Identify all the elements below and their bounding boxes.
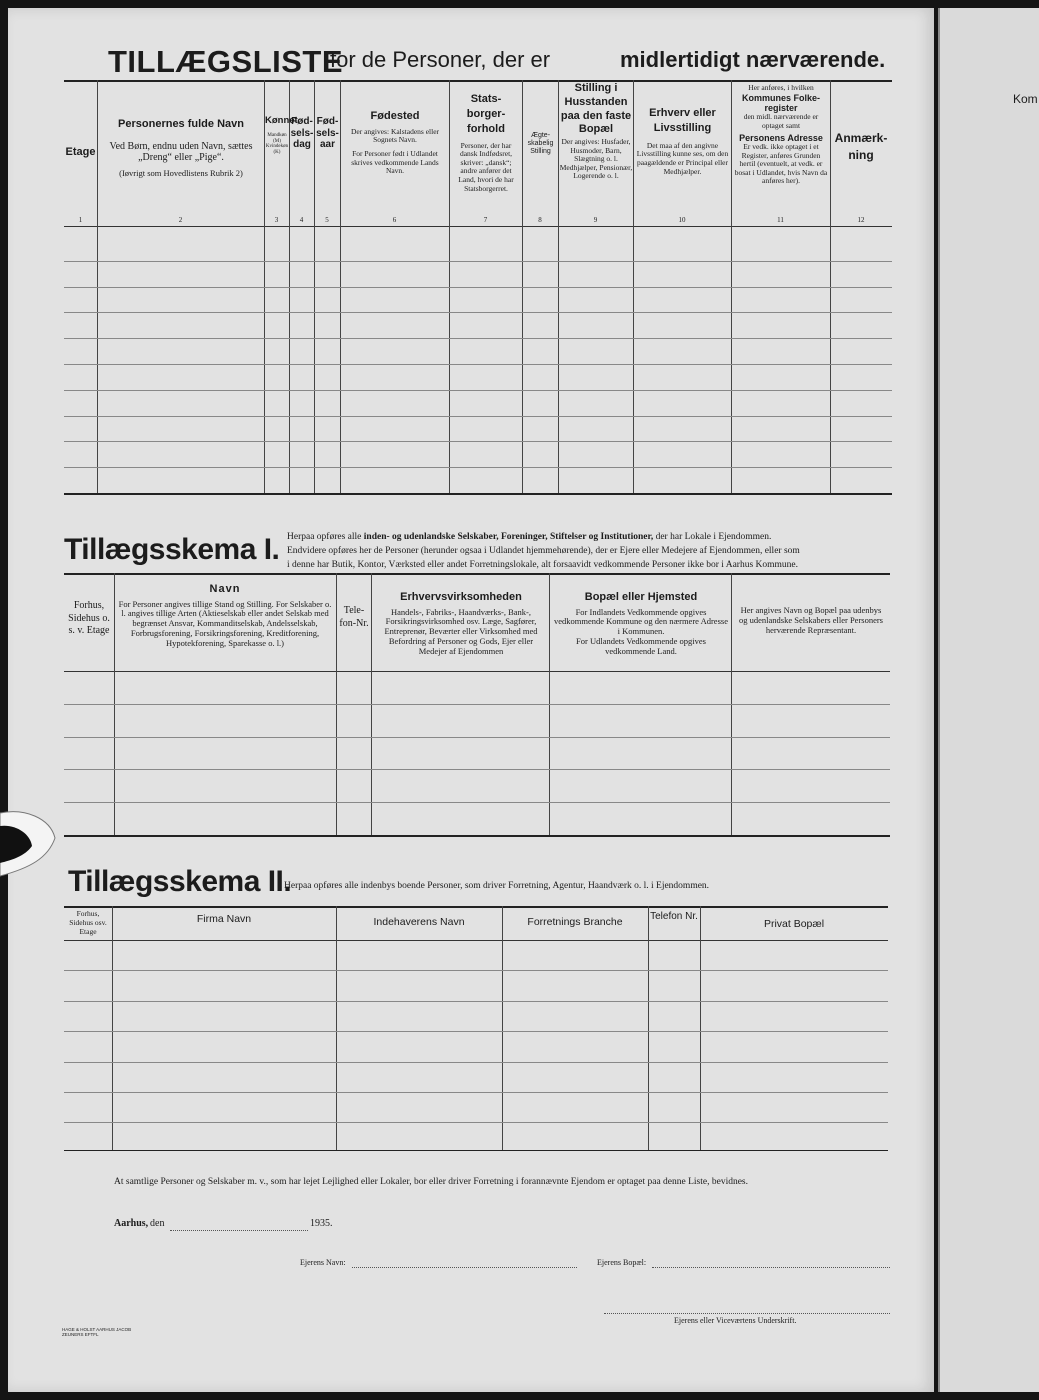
col-sex-note: Mandkøn (M) Kvindekøn (K) [265, 132, 289, 156]
s1-col-phone: Tele-fon-Nr. [339, 605, 369, 629]
declaration: At samtlige Personer og Selskaber m. v., som har lejet Lejlighed eller Lokaler, bor eller driver Forretning i forannævnte Ejendom er optaget paa denne Liste, bevidnes. [114, 1177, 748, 1187]
col-household-note: Der angives: Husfader, Husmoder, Barn, Slægtning o. l. Medhjælper, Pensionær, Logerende o. l. [559, 136, 633, 181]
col-register-header: Kommunes Folke-register [741, 92, 820, 113]
s2-col-phone: Telefon Nr. [650, 911, 698, 922]
col-name-header: Personernes fulde Navn [118, 118, 244, 130]
col-number: 9 [593, 216, 598, 224]
s1-col-residence-note2: For Udlandets Vedkommende opgives vedkommende Land. [576, 635, 706, 656]
s2-col-firm: Firma Navn [196, 913, 252, 925]
col-birthplace-note: Der angives: Kalstadens eller Sognets Navn. [350, 126, 440, 145]
skema1-intro-b: inden- og udenlandske Selskaber, Foreninger, Stiftelser og Institutioner, [363, 532, 654, 542]
main-title: TILLÆGSLISTE [108, 44, 344, 79]
col-register-note: den midl. nærværende er optaget samt [743, 112, 819, 130]
col-name-note2: (Iøvrigt som Hovedlistens Rubrik 2) [119, 167, 243, 178]
col-number: 12 [857, 216, 865, 224]
skema1-intro-line3: i denne har Butik, Kontor, Værksted eller andet Forretningslokale, alt forsaavidt vedkommende Personer ikke bor i Aarhus Kommune. [287, 559, 799, 570]
s1-col-name-note: For Personer angives tillige Stand og Stilling. For Selskaber o. l. angives tillige Arten (Aktieselskab eller andet Selskab med begrænset Ansvar, Kommanditselskab, Andelsselskab, Forbrugsforening, Forsikringsforening, Kreditforening, Hypotekforening, Sparekasse o. l.) [118, 598, 332, 648]
skema1-intro [287, 531, 887, 572]
skema1-intro-c: der har Lokale i Ejendommen. [655, 532, 772, 542]
col-etage-header: Etage [65, 146, 96, 158]
year: 1935. [310, 1218, 333, 1229]
col-citizenship-note: Personer, der har dansk Indfødsret, skriver: „dansk“; andre anfører det Land, hvori de har Statsborgerret. [458, 140, 514, 193]
col-occupation-header: Erhverv eller Livsstilling [649, 107, 716, 134]
s1-col-representative: Her angives Navn og Bopæl paa udenbys og udenlandske Selskabers eller Personers herværende Repræsentant. [739, 605, 883, 635]
s1-col-residence-note: For Indlandets Vedkommende opgives vedkommende Kommune og den nærmere Adresse i Kommunen. [554, 606, 728, 637]
s1-col-etage: Forhus, Sidehus o. s. v. Etage [68, 600, 110, 636]
col-household-header2: Bopæl [578, 123, 614, 136]
col-number: 6 [392, 216, 397, 224]
col-number: 11 [777, 216, 784, 224]
s1-col-business-note: Handels-, Fabriks-, Haandværks-, Bank-, Forsikringsvirksomhed osv. Læge, Sagfører, Entreprenør, Beværter eller Virksomhed med Befordring af Personer og Gods, Ejer eller Medejer af Ejendommen [384, 606, 538, 656]
printer-mark: HAGE & HOLST AARHUS JACOB ZEUNERS EFTFL [62, 1327, 132, 1338]
owner-address-label: Ejerens Bopæl: [597, 1258, 647, 1267]
col-sex-header: Kønnet [265, 115, 298, 126]
paper-clip-icon [0, 808, 70, 878]
col-household-header: Stilling i Husstanden paa den faste [560, 82, 632, 122]
signature-label: Ejerens eller Viceværtens Underskrift. [674, 1316, 797, 1325]
skema2-intro: Herpaa opføres alle indenbys boende Personer, som driver Forretning, Agentur, Haandværk o. l. i Ejendommen. [284, 881, 710, 891]
col-number: 3 [274, 216, 279, 224]
col-birthday-header: Fød-sels-dag [290, 116, 314, 150]
col-marital-header: Ægte-skabelig Stilling [527, 132, 554, 156]
skema1-intro-line2: Endvidere opføres her de Personer (herunder ogsaa i Udlandet hjemmehørende), der er Ejere eller Medejere af Ejendommen, eller som [287, 545, 800, 556]
col-number: 8 [538, 216, 542, 224]
col-number: 5 [325, 216, 329, 224]
col-number: 4 [299, 216, 304, 224]
skema1-title: Tillægsskema I. [64, 533, 280, 566]
skema1-intro-a: Herpaa opføres alle [287, 532, 362, 542]
main-title-rest: for de Personer, der er [330, 47, 551, 72]
s2-col-owner: Indehaverens Navn [373, 916, 465, 928]
date-den: den [150, 1218, 165, 1229]
skema2-title: Tillægsskema II. [68, 865, 292, 898]
s2-col-branch: Forretnings Branche [527, 916, 623, 928]
col-number: 7 [483, 216, 488, 224]
col-birthplace-note2: For Personer født i Udlandet skrives vedkommende Lands Navn. [351, 148, 439, 176]
next-page-text: Kom [1013, 92, 1038, 106]
place: Aarhus, [114, 1218, 149, 1229]
col-register-header2: Personens Adresse [739, 132, 823, 143]
col-citizenship-header: Stats-borger-forhold [466, 93, 506, 135]
col-number: 2 [178, 216, 183, 224]
col-remark-header: Anmærk-ning [834, 131, 888, 162]
s1-col-residence: Bopæl eller Hjemsted [584, 591, 698, 603]
s2-col-etage: Forhus, Sidehus osv. Etage [69, 909, 107, 936]
col-register-note2: Er vedk. ikke optaget i et Register, anføres Grunden hertil (eventuelt, at vedk. er bosat i Udlandet, hvis Navn da anføres her). [734, 141, 828, 186]
col-number: 10 [678, 216, 686, 224]
s2-col-private-address: Privat Bopæl [763, 918, 825, 930]
col-occupation-note: Det maa af den angivne Livsstilling kunne ses, om den paagældende er Principal eller Medhjælper. [636, 140, 729, 176]
col-birthplace-header: Fødested [370, 110, 420, 122]
col-name-note: Ved Børn, endnu uden Navn, sættes „Dreng“ eller „Pige“. [109, 140, 253, 164]
s1-col-name: Navn [209, 583, 241, 595]
col-register-pre: Her anføres, i hvilken [748, 83, 814, 92]
next-page-edge [938, 8, 1039, 1392]
main-title-emphasis: midlertidigt nærværende. [620, 47, 886, 72]
owner-name-label: Ejerens Navn: [300, 1258, 346, 1267]
col-number: 1 [78, 216, 83, 224]
col-birthyear-header: Fød-sels-aar [316, 116, 339, 150]
s1-col-business: Erhvervsvirksomheden [400, 591, 522, 603]
